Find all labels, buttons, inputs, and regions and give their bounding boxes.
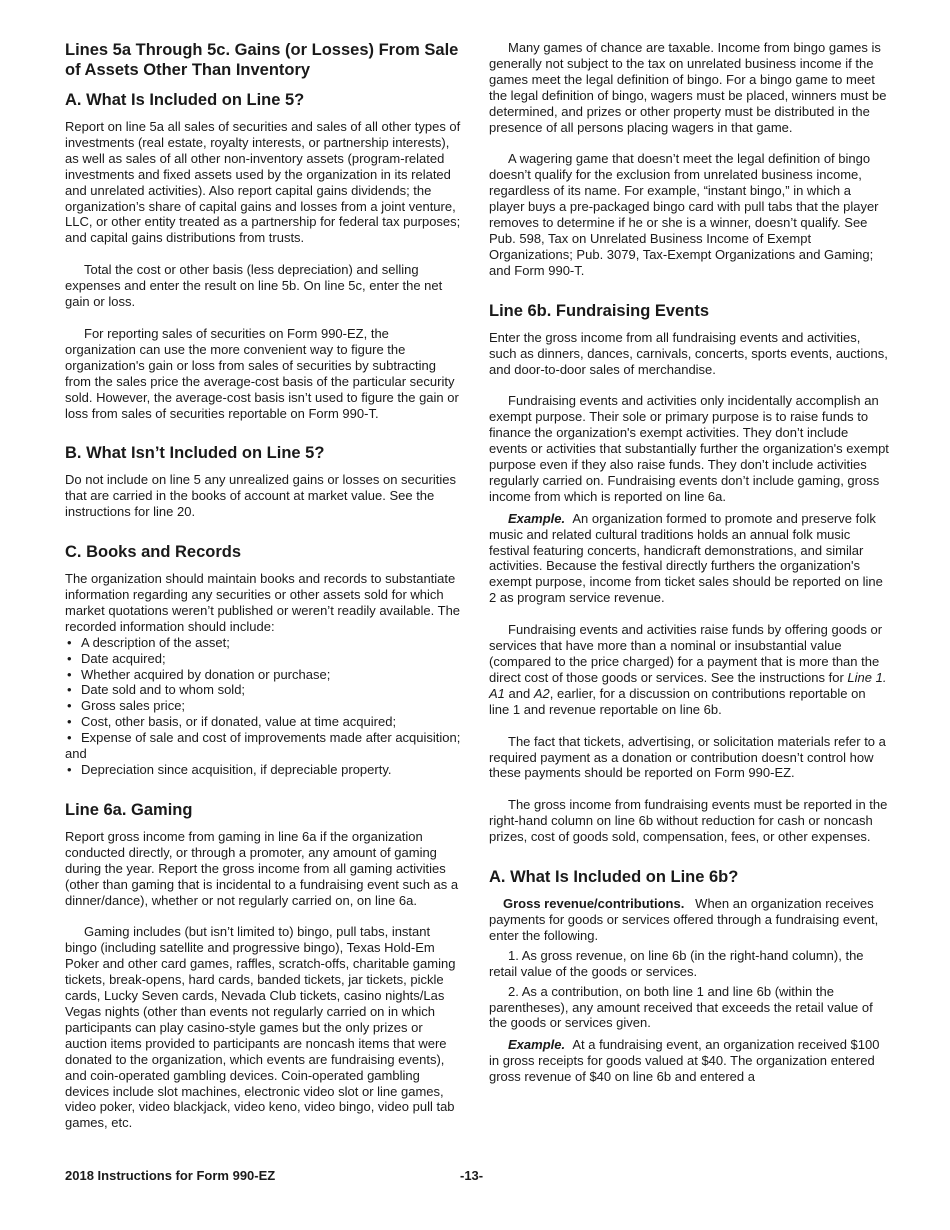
heading-what-isnt-included-line-5: B. What Isn’t Included on Line 5? xyxy=(65,444,325,463)
heading-books-and-records: C. Books and Records xyxy=(65,543,242,562)
paragraph-line5-total: Total the cost or other basis (less depreciation) and selling expenses and enter the result on line 5b. On line 5c, enter the net gain or loss. xyxy=(65,262,443,310)
list-item: • Depreciation since acquisition, if depreciable property. xyxy=(65,762,463,778)
list-item: • Whether acquired by donation or purchase; xyxy=(65,667,463,683)
text-run: When an organization receives payments for goods or services offered through a fundraising event, enter the following. xyxy=(489,896,879,943)
paragraph-books-records: The organization should maintain books and records to substantiate information regarding any securities or other assets sold for which market quotations weren’t published or weren’t readily available. The recorded information should include: xyxy=(65,571,461,634)
example-text: An organization formed to promote and preserve folk music and related cultural traditions holds an annual folk music festival featuring concerts, handicraft demonstrations, and similar activities. Because the festival directly furthers the organization's exempt purpose, income from ticket sales should be reported on line 2 as program service revenue. xyxy=(489,510,883,606)
heading-what-included-line-6b: A. What Is Included on Line 6b? xyxy=(489,868,739,887)
text-run: and xyxy=(508,685,531,701)
paragraph-line5-report: Report on line 5a all sales of securities and sales of all other types of investments (real estate, royalty interests, or partnership interests), as well as sales of all other non-inventory assets (program-related investments and fixed assets used by the organization in its related and unrelated activities). Also report capital gains dividends; the organization’s share of capital gains and losses from a joint venture, LLC, or other entity treated as a partnership for federal tax purposes; and capital gains distributions from trusts. xyxy=(65,119,461,246)
heading-line-6a-gaming: Line 6a. Gaming xyxy=(65,800,193,819)
numbered-item-1: 1. As gross revenue, on line 6b (in the right-hand column), the retail value of the goods or services. xyxy=(489,947,864,979)
list-item: • A description of the asset; xyxy=(65,635,463,651)
records-bullet-list xyxy=(65,635,463,778)
run-in-heading: Gross revenue/contributions. xyxy=(503,896,685,912)
heading-line-6b-fundraising: Line 6b. Fundraising Events xyxy=(489,301,710,320)
paragraph-bingo-taxable: Many games of chance are taxable. Income from bingo games is generally not subject to the tax on unrelated business income if the games meet the legal definition of bingo. For a bingo game to meet the legal definition of bingo, wagers must be placed, winners must be determined, and prizes or other property must be distributed in the presence of all persons placing wagers in that game. xyxy=(489,40,887,135)
paragraph-fundraising-enter: Enter the gross income from all fundraising events and activities, such as dinners, dances, carnivals, concerts, sports events, auctions, and door-to-door sales of merchandise. xyxy=(489,329,888,377)
heading-what-included-line-5: A. What Is Included on Line 5? xyxy=(65,91,305,109)
list-item: • Date acquired; xyxy=(65,651,463,667)
list-item: • Date sold and to whom sold; xyxy=(65,682,463,698)
list-item: • Gross sales price; xyxy=(65,698,463,714)
paragraph-line5-securities: For reporting sales of securities on Form 990-EZ, the organization can use the more convenient way to figure the organization's gain or loss from sales of securities by subtracting from the sales price the average-cost basis of the particular security sold. However, the average-cost basis isn’t used to figure the gain or loss from sales of securities reportable on Form 990-T. xyxy=(65,325,459,421)
example-text: At a fundraising event, an organization received $100 in gross receipts for goods valued at $40. The organization entered gross revenue of $40 on line 6b and entered a xyxy=(489,1037,880,1085)
paragraph-line5-unrealized: Do not include on line 5 any unrealized gains or losses on securities that are carried in the books of account at market value. See the instructions for line 20. xyxy=(65,472,456,520)
text-run: , earlier, for a discussion on contributions reportable on line 1 and revenue reportable on line 6b. xyxy=(489,685,866,717)
heading-lines-5a-5c: Lines 5a Through 5c. Gains (or Losses) From Sale of Assets Other Than Inventory xyxy=(65,41,459,79)
paragraph-fundraising-goods xyxy=(489,622,889,717)
paragraph-solicitation-materials: The fact that tickets, advertising, or solicitation materials refer to a required payment as a donation or contribution doesn’t control how these payments should be reported on Form 990-EZ. xyxy=(489,733,886,781)
numbered-item-2: 2. As a contribution, on both line 1 and line 6b (within the parentheses), any amount received that exceeds the retail value of the goods or services given. xyxy=(489,983,873,1031)
paragraph-gaming-report: Report gross income from gaming in line 6a if the organization conducted directly, or through a promoter, any amount of gaming during the year. Report the gross income from all gaming activities (other than gaming that is incidental to a fundraising event such as a dinner/dance), whether or not regularly carried on, on line 6a. xyxy=(65,828,459,908)
paragraph-wagering-game: A wagering game that doesn’t meet the legal definition of bingo doesn’t qualify for the exclusion from unrelated business income, regardless of its name. For example, “instant bingo,” in which a player buys a pre-packaged bingo card with pull tabs that the player removes to determine if he or she is a winner, doesn’t qualify. See Pub. 598, Tax on Unrelated Business Income of Exempt Organizations; Pub. 3079, Tax-Exempt Organizations and Gaming; and Form 990-T. xyxy=(489,151,879,278)
left-column xyxy=(65,40,463,1131)
paragraph-example-folk-festival xyxy=(489,511,889,606)
list-item: • Cost, other basis, or if donated, value at time acquired; xyxy=(65,714,463,730)
paragraph-fundraising-purpose: Fundraising events and activities only incidentally accomplish an exempt purpose. Their sole or primary purpose is to raise funds to finance the organization's exempt activities. They don’t include events or activities that substantially further the organization's exempt purpose even if they also raise funds. They don’t include activities regularly carried on. Fundraising events don’t include gaming, gross income from which is reported on line 6a. xyxy=(489,393,889,504)
paragraph-gross-income-reported: The gross income from fundraising events must be reported in the right-hand column on line 6b without reduction for cash or noncash prizes, cost of goods sold, compensation, fees, or other expenses. xyxy=(489,797,888,845)
paragraph-example-fundraising xyxy=(489,1037,889,1085)
footer-document-title: 2018 Instructions for Form 990-EZ xyxy=(65,1168,276,1183)
list-item: • Expense of sale and cost of improvements made after acquisition; and xyxy=(65,730,463,762)
text-run: Fundraising events and activities raise funds by offering goods or services that have more than a nominal or insubstantial value (compared to the price charged) for a payment that is more than the direct cost of those goods or services. See the instructions for xyxy=(489,622,883,685)
right-column xyxy=(489,40,889,1085)
example-label: Example. xyxy=(508,1037,566,1053)
example-label: Example. xyxy=(508,510,566,526)
paragraph-gross-revenue-contributions xyxy=(489,896,889,944)
italic-reference: A2 xyxy=(533,685,550,701)
page-number: -13- xyxy=(460,1168,484,1183)
italic-reference: Line 1. A1 xyxy=(489,669,887,701)
paragraph-gaming-includes: Gaming includes (but isn’t limited to) bingo, pull tabs, instant bingo (including satellite and progressive bingo), Texas Hold-Em Poker and other card games, raffles, scratch-offs, charitable gaming tickets, break-opens, hard cards, banded tickets, jar tickets, pickle cards, Lucky Seven cards, Nevada Club tickets, casino nights/Las Vegas nights (other than events not regularly carried on in which participants can play casino-style games but the only prizes or auction items provided to participants are noncash items that were donated to the organization, which events are fundraising events), and coin-operated gambling devices. Coin-operated gambling devices include slot machines, electronic video slot or line games, video poker, video blackjack, video keno, video bingo, video pull tab games, etc. xyxy=(65,924,456,1131)
